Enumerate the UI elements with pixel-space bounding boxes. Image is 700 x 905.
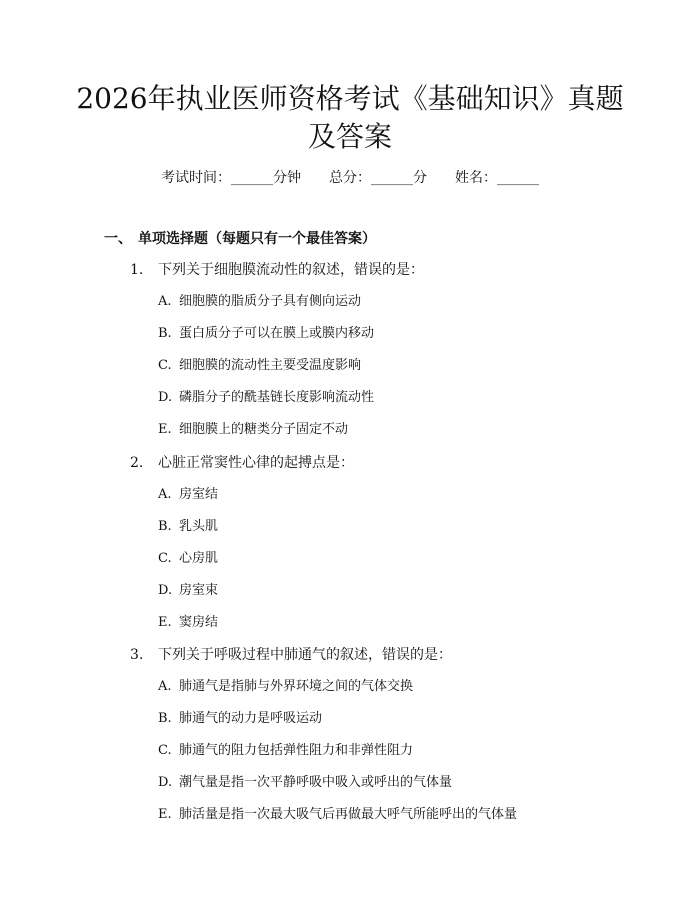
q1-option-d	[158, 389, 374, 407]
section-number: 一、	[104, 231, 132, 247]
option-text: 细胞膜的脂质分子具有侧向运动	[179, 294, 362, 309]
option-letter: B.	[158, 519, 172, 534]
q3-option-b	[158, 710, 322, 728]
question-text: 下列关于细胞膜流动性的叙述，错误的是：	[158, 262, 424, 278]
q1-option-c	[158, 357, 361, 375]
option-text: 肺通气是指肺与外界环境之间的气体交换	[179, 679, 414, 694]
option-letter: C.	[158, 743, 172, 758]
option-text: 肺通气的动力是呼吸运动	[179, 711, 323, 726]
q2-option-b	[158, 518, 218, 536]
exam-time-field: 考试时间：______分钟	[161, 170, 301, 186]
title-line-1: 2026年执业医师资格考试《基础知识》真题	[76, 82, 624, 115]
option-text: 心房肌	[179, 551, 219, 566]
question-number: 2.	[130, 455, 144, 471]
exam-info-line	[0, 169, 700, 187]
option-letter: A.	[158, 679, 172, 694]
question-number: 1.	[130, 262, 144, 278]
question-number: 3.	[130, 647, 144, 663]
option-letter: D.	[158, 390, 173, 405]
option-text: 乳头肌	[179, 519, 219, 534]
option-text: 房室结	[179, 487, 219, 502]
option-text: 肺通气的阻力包括弹性阻力和非弹性阻力	[179, 743, 414, 758]
option-letter: A.	[158, 294, 172, 309]
q3-option-d	[158, 774, 452, 792]
option-text: 蛋白质分子可以在膜上或膜内移动	[179, 326, 375, 341]
option-letter: E.	[158, 422, 172, 437]
option-text: 窦房结	[179, 615, 219, 630]
question-3	[130, 646, 452, 664]
option-letter: E.	[158, 807, 172, 822]
q3-option-a	[158, 678, 413, 696]
title-line-2: 及答案	[307, 120, 392, 153]
option-letter: D.	[158, 583, 173, 598]
question-text: 心脏正常窦性心律的起搏点是：	[158, 455, 354, 471]
option-letter: C.	[158, 551, 172, 566]
option-letter: B.	[158, 711, 172, 726]
section-heading	[104, 230, 376, 248]
q2-option-e	[158, 614, 218, 632]
option-letter: E.	[158, 615, 172, 630]
option-letter: D.	[158, 775, 173, 790]
q2-option-c	[158, 550, 218, 568]
q3-option-e	[158, 806, 517, 824]
option-letter: B.	[158, 326, 172, 341]
q1-option-b	[158, 325, 374, 343]
q2-option-d	[158, 582, 218, 600]
option-text: 磷脂分子的酰基链长度影响流动性	[179, 390, 375, 405]
q1-option-a	[158, 293, 361, 311]
option-text: 肺活量是指一次最大吸气后再做最大呼气所能呼出的气体量	[179, 807, 518, 822]
name-field: 姓名：______	[455, 170, 539, 186]
total-score-field: 总分：______分	[329, 170, 427, 186]
question-1	[130, 261, 424, 279]
page-title	[60, 80, 640, 156]
option-letter: A.	[158, 487, 172, 502]
q2-option-a	[158, 486, 218, 504]
question-text: 下列关于呼吸过程中肺通气的叙述，错误的是：	[158, 647, 452, 663]
option-text: 房室束	[179, 583, 219, 598]
q3-option-c	[158, 742, 413, 760]
question-2	[130, 454, 354, 472]
option-text: 细胞膜上的糖类分子固定不动	[179, 422, 349, 437]
section-title: 单项选择题（每题只有一个最佳答案）	[138, 231, 376, 247]
option-text: 潮气量是指一次平静呼吸中吸入或呼出的气体量	[179, 775, 453, 790]
q1-option-e	[158, 421, 348, 439]
option-text: 细胞膜的流动性主要受温度影响	[179, 358, 362, 373]
option-letter: C.	[158, 358, 172, 373]
